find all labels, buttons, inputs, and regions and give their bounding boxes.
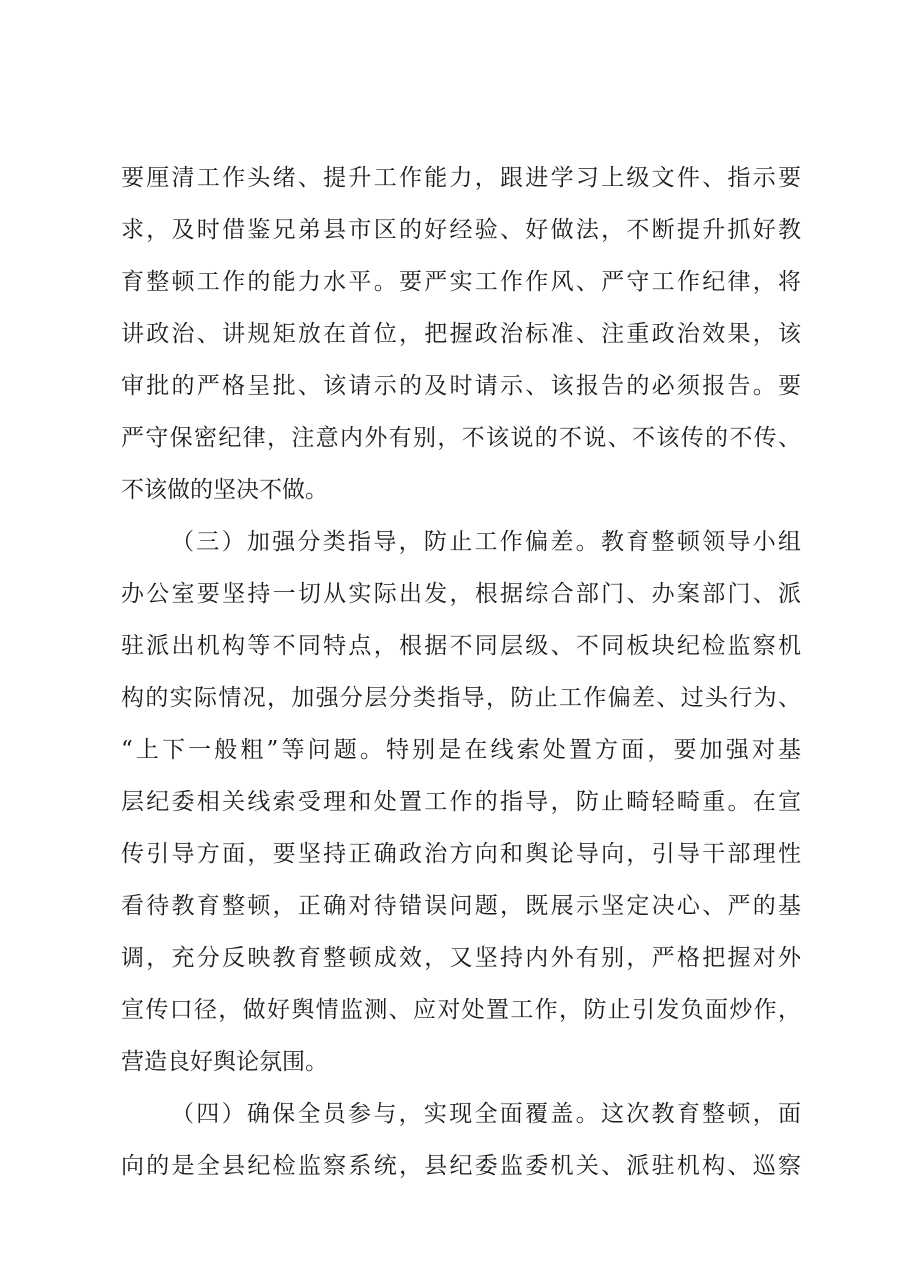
text-line: 宣传口径，做好舆情监测、应对处置工作，防止引发负面炒作， <box>121 997 801 1023</box>
text-line: 传引导方面，要坚持正确政治方向和舆论导向，引导干部理性 <box>121 841 801 867</box>
text-line: 向的是全县纪检监察系统，县纪委监委机关、派驻机构、巡察 <box>121 1153 801 1179</box>
text-line: 审批的严格呈批、该请示的及时请示、该报告的必须报告。要 <box>121 373 801 399</box>
text-line: 营造良好舆论氛围。 <box>121 1049 328 1075</box>
text-line: 看待教育整顿，正确对待错误问题，既展示坚定决心、严的基 <box>121 893 801 919</box>
text-line: 求，及时借鉴兄弟县市区的好经验、好做法，不断提升抓好教 <box>121 217 801 243</box>
text-line: “上下一般粗”等问题。特别是在线索处置方面，要加强对基 <box>121 737 801 763</box>
section-heading-line: （三）加强分类指导，防止工作偏差。教育整顿领导小组 <box>171 529 801 555</box>
section-heading-line: （四）确保全员参与，实现全面覆盖。这次教育整顿，面 <box>171 1101 801 1127</box>
text-line: 调，充分反映教育整顿成效，又坚持内外有别，严格把握对外 <box>121 945 801 971</box>
text-line: 要厘清工作头绪、提升工作能力，跟进学习上级文件、指示要 <box>121 165 801 191</box>
text-line: 构的实际情况，加强分层分类指导，防止工作偏差、过头行为、 <box>121 685 801 711</box>
text-line: 讲政治、讲规矩放在首位，把握政治标准、注重政治效果，该 <box>121 321 801 347</box>
text-line: 驻派出机构等不同特点，根据不同层级、不同板块纪检监察机 <box>121 633 801 659</box>
text-line: 办公室要坚持一切从实际出发，根据综合部门、办案部门、派 <box>121 581 801 607</box>
text-line: 育整顿工作的能力水平。要严实工作作风、严守工作纪律，将 <box>121 269 801 295</box>
text-line: 层纪委相关线索受理和处置工作的指导，防止畸轻畸重。在宣 <box>121 789 801 815</box>
text-line: 不该做的坚决不做。 <box>121 477 328 503</box>
text-line: 严守保密纪律，注意内外有别，不该说的不说、不该传的不传、 <box>121 425 801 451</box>
